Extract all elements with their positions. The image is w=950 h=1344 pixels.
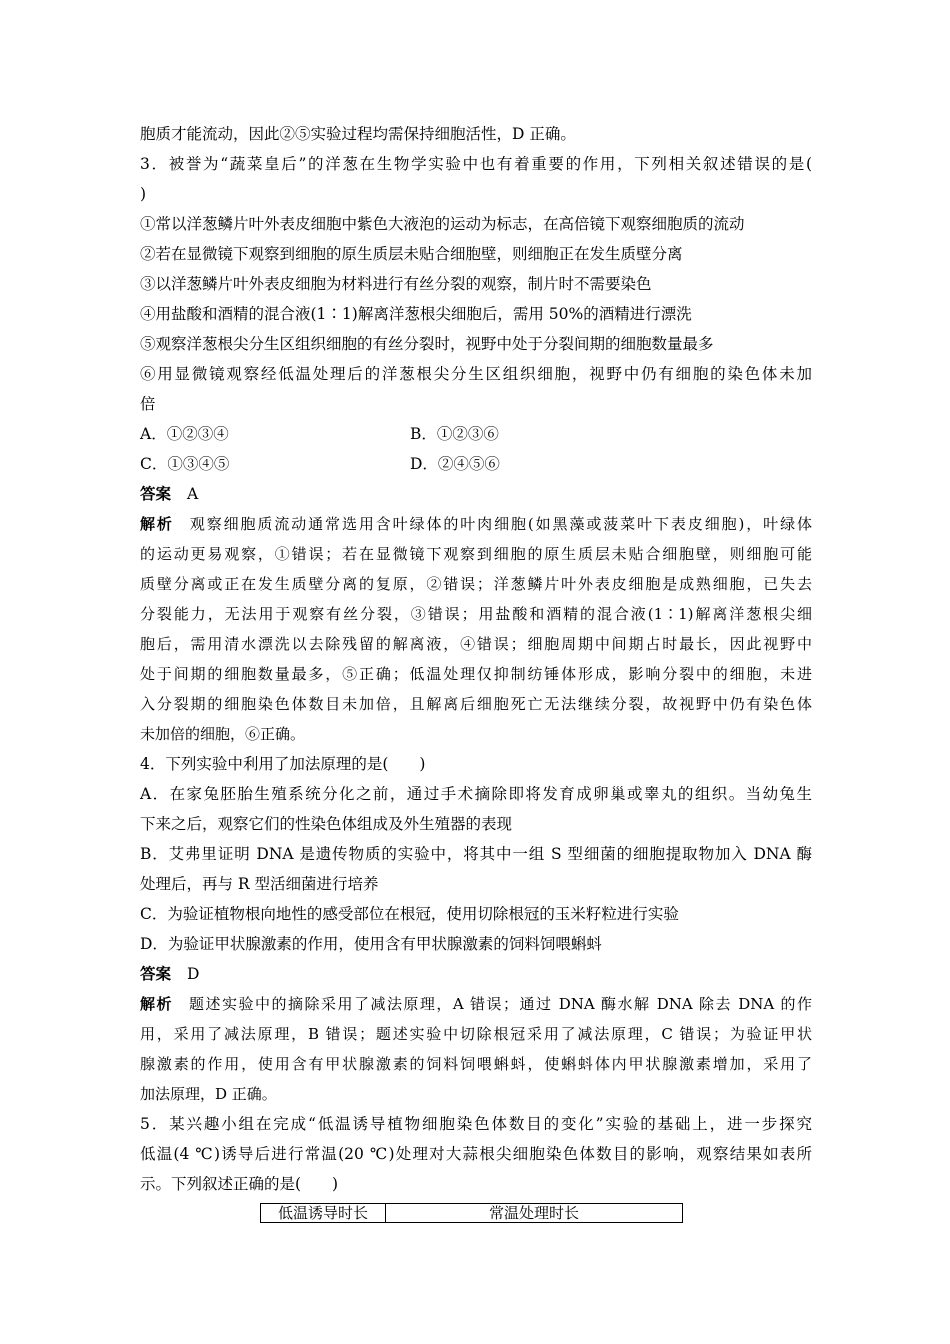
q4-option-b: B．艾弗里证明 DNA 是遗传物质的实验中，将其中一组 S 型细菌的细胞提取物加入 DNA 酶 bbox=[140, 845, 812, 863]
text-line: 胞质才能流动，因此②⑤实验过程均需保持细胞活性，D 正确。 bbox=[140, 125, 576, 143]
explanation-line: 未加倍的细胞，⑥正确。 bbox=[140, 725, 306, 743]
q4-option-c: C．为验证植物根向地性的感受部位在根冠，使用切除根冠的玉米籽粒进行实验 bbox=[140, 905, 679, 923]
explanation-line: 腺激素的作用，使用含有甲状腺激素的饲料饲喂蝌蚪，使蝌蚪体内甲状腺激素增加，采用了 bbox=[140, 1055, 812, 1073]
explanation-line: 用，采用了减法原理，B 错误；题述实验中切除根冠采用了减法原理，C 错误；为验证甲状 bbox=[140, 1025, 812, 1043]
question-5-stem-cont: 示。下列叙述正确的是( ) bbox=[140, 1175, 339, 1193]
question-3-stem: 3．被誉为“蔬菜皇后”的洋葱在生物学实验中也有着重要的作用，下列相关叙述错误的是( bbox=[140, 155, 812, 173]
explanation-text: 题述实验中的摘除采用了减法原理，A 错误；通过 DNA 酶水解 DNA 除去 DNA 的作 bbox=[189, 995, 812, 1013]
explanation-line: 处于间期的细胞数量最多，⑤正确；低温处理仅抑制纺锤体形成，影响分裂中的细胞，未进 bbox=[140, 665, 812, 683]
answer-line bbox=[140, 479, 812, 509]
table-header-cell: 低温诱导时长 bbox=[261, 1204, 386, 1223]
explanation-line: 加法原理，D 正确。 bbox=[140, 1085, 277, 1103]
statement-1: ①常以洋葱鳞片叶外表皮细胞中紫色大液泡的运动为标志，在高倍镜下观察细胞质的流动 bbox=[140, 215, 745, 233]
explanation-line: 入分裂期的细胞染色体数目未加倍，且解离后细胞死亡无法继续分裂，故视野中仍有染色体 bbox=[140, 695, 812, 713]
q4-option-a-cont: 下来之后，观察它们的性染色体组成及外生殖器的表现 bbox=[140, 815, 513, 833]
answer-value: D bbox=[187, 965, 200, 983]
explanation-line: 质壁分离或正在发生质壁分离的复原，②错误；洋葱鳞片叶外表皮细胞是成熟细胞，已失去 bbox=[140, 575, 812, 593]
question-5-stem-cont: 低温(4 ℃)诱导后进行常温(20 ℃)处理对大蒜根尖细胞染色体数目的影响，观察结果如表所 bbox=[140, 1145, 812, 1163]
option-c: C．①③④⑤ bbox=[140, 455, 230, 473]
q4-option-a: A．在家兔胚胎生殖系统分化之前，通过手术摘除即将发育成卵巢或睾丸的组织。当幼兔生 bbox=[140, 785, 812, 803]
explanation-line bbox=[140, 989, 812, 1019]
document-page bbox=[140, 119, 812, 1223]
explanation-label: 解析 bbox=[140, 995, 173, 1013]
statement-4: ④用盐酸和酒精的混合液(1∶1)解离洋葱根尖细胞后，需用 50%的酒精进行漂洗 bbox=[140, 305, 692, 323]
question-3-stem-cont: ) bbox=[140, 185, 147, 203]
answer-label: 答案 bbox=[140, 965, 172, 983]
explanation-line bbox=[140, 509, 812, 539]
statement-6: ⑥用显微镜观察经低温处理后的洋葱根尖分生区组织细胞，视野中仍有细胞的染色体未加 bbox=[140, 365, 812, 383]
option-d: D．②④⑤⑥ bbox=[410, 455, 500, 473]
explanation-line: 分裂能力，无法用于观察有丝分裂，③错误；用盐酸和酒精的混合液(1∶1)解离洋葱根尖细 bbox=[140, 605, 812, 623]
statement-3: ③以洋葱鳞片叶外表皮细胞为材料进行有丝分裂的观察，制片时不需要染色 bbox=[140, 275, 652, 293]
q4-option-d: D．为验证甲状腺激素的作用，使用含有甲状腺激素的饲料饲喂蝌蚪 bbox=[140, 935, 602, 953]
options-row-2 bbox=[140, 449, 812, 479]
q4-option-b-cont: 处理后，再与 R 型活细菌进行培养 bbox=[140, 875, 379, 893]
option-b: B．①②③⑥ bbox=[410, 425, 499, 443]
option-a: A．①②③④ bbox=[140, 425, 229, 443]
question-4-stem: 4．下列实验中利用了加法原理的是( ) bbox=[140, 755, 426, 773]
table-header-cell: 常温处理时长 bbox=[386, 1204, 683, 1223]
statement-5: ⑤观察洋葱根尖分生区组织细胞的有丝分裂时，视野中处于分裂间期的细胞数量最多 bbox=[140, 335, 714, 353]
question-5-stem: 5．某兴趣小组在完成“低温诱导植物细胞染色体数目的变化”实验的基础上，进一步探究 bbox=[140, 1115, 812, 1133]
explanation-text: 观察细胞质流动通常选用含叶绿体的叶肉细胞(如黑藻或菠菜叶下表皮细胞)，叶绿体 bbox=[189, 515, 812, 533]
results-table bbox=[260, 1203, 683, 1223]
explanation-line: 胞后，需用清水漂洗以去除残留的解离液，④错误；细胞周期中间期占时最长，因此视野中 bbox=[140, 635, 812, 653]
explanation-label: 解析 bbox=[140, 515, 174, 533]
statement-6-cont: 倍 bbox=[140, 395, 156, 413]
options-row-1 bbox=[140, 419, 812, 449]
explanation-line: 的运动更易观察，①错误；若在显微镜下观察到细胞的原生质层未贴合细胞壁，则细胞可能 bbox=[140, 545, 812, 563]
answer-line bbox=[140, 959, 812, 989]
answer-value: A bbox=[187, 485, 199, 503]
statement-2: ②若在显微镜下观察到细胞的原生质层未贴合细胞壁，则细胞正在发生质壁分离 bbox=[140, 245, 683, 263]
table-header-row bbox=[261, 1204, 683, 1223]
answer-label: 答案 bbox=[140, 485, 172, 503]
